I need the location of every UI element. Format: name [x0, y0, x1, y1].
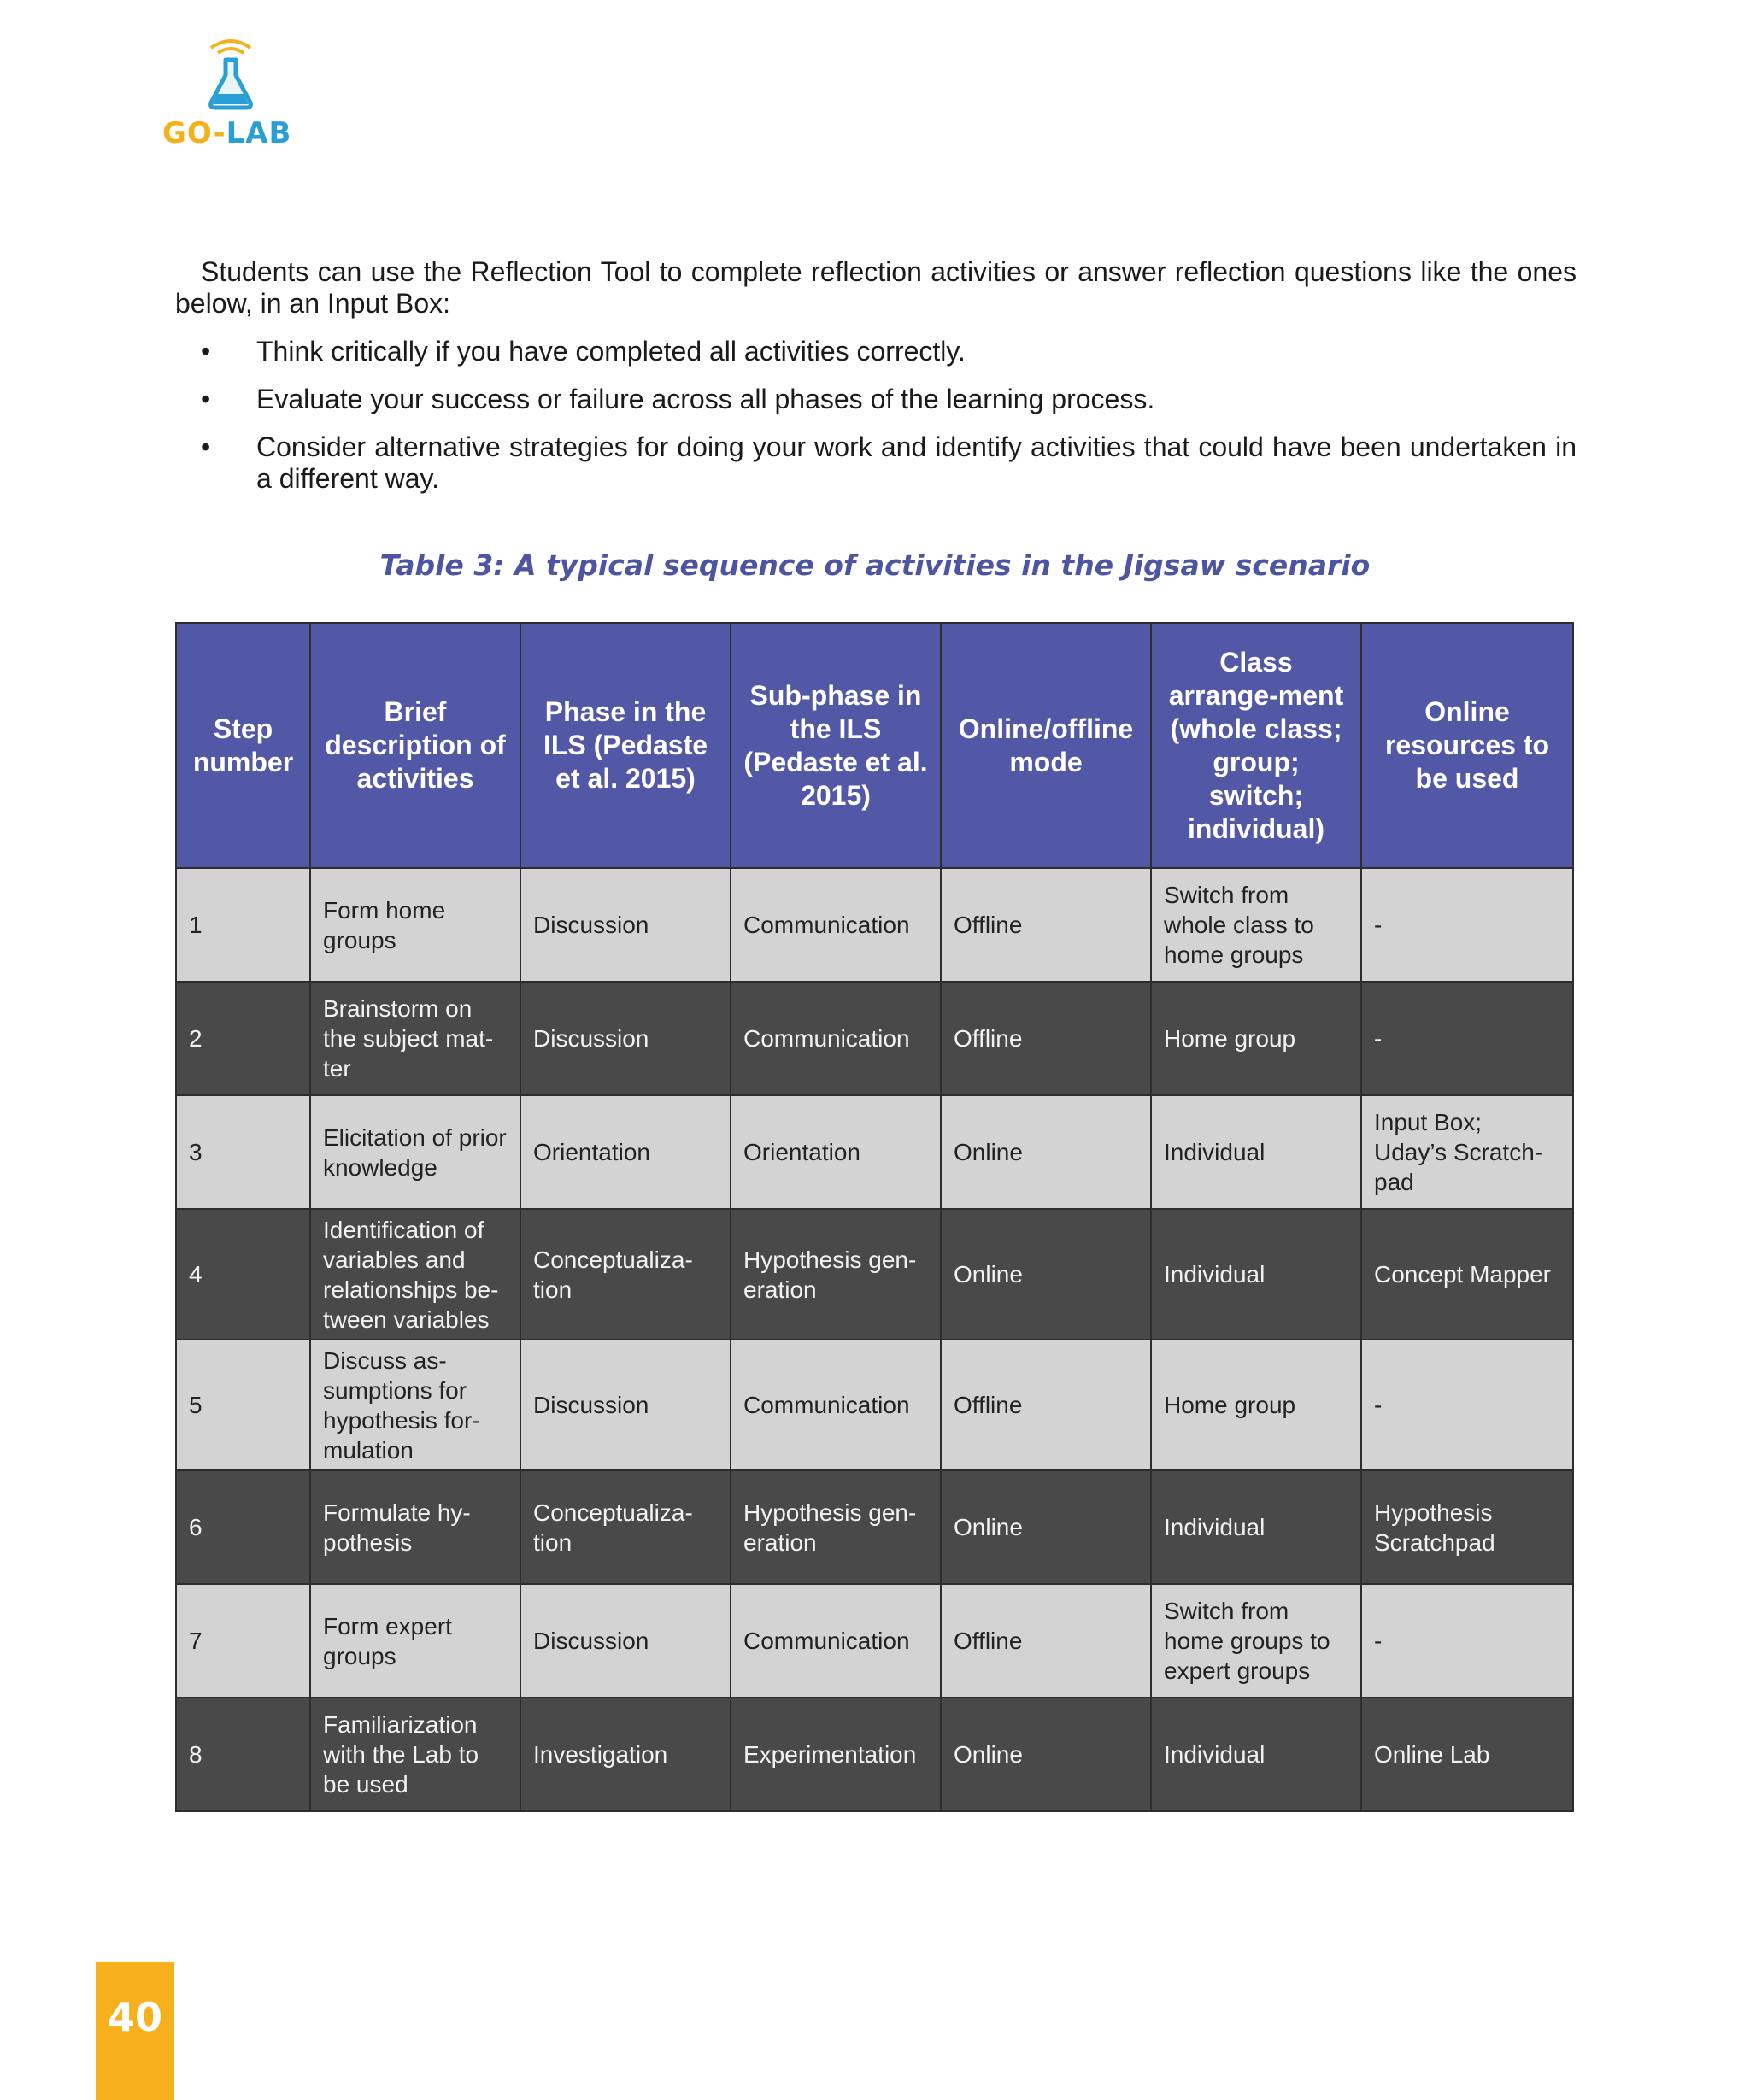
header-step-number: Step number	[176, 623, 310, 868]
cell-arrangement: Switch from whole class to home groups	[1151, 868, 1361, 982]
cell-arrangement: Individual	[1151, 1209, 1361, 1340]
cell-description: Elicitation of prior knowledge	[310, 1095, 520, 1209]
table-header-row	[176, 623, 1573, 868]
cell-resources: -	[1361, 1340, 1573, 1470]
cell-phase: Discussion	[520, 868, 731, 982]
table-row	[176, 1095, 1573, 1209]
cell-phase: Discussion	[520, 982, 731, 1095]
cell-mode: Online	[941, 1470, 1151, 1584]
cell-step: 4	[176, 1209, 310, 1340]
cell-arrangement: Home group	[1151, 982, 1361, 1095]
cell-arrangement: Switch from home groups to expert groups	[1151, 1584, 1361, 1698]
cell-description: Form expert groups	[310, 1584, 520, 1698]
cell-step: 1	[176, 868, 310, 982]
cell-description: Discuss as-sumptions for hypothesis for-mulation	[310, 1340, 520, 1470]
cell-mode: Offline	[941, 982, 1151, 1095]
cell-description: Familiarization with the Lab to be used	[310, 1698, 520, 1811]
header-phase: Phase in the ILS (Pedaste et al. 2015)	[520, 623, 731, 868]
intro-text	[175, 256, 1577, 495]
cell-resources: Hypothesis Scratchpad	[1361, 1470, 1573, 1584]
cell-mode: Offline	[941, 1584, 1151, 1698]
cell-phase: Discussion	[520, 1584, 731, 1698]
cell-sub-phase: Communication	[731, 1340, 941, 1470]
cell-description: Brainstorm on the subject mat-ter	[310, 982, 520, 1095]
go-lab-logo	[154, 32, 308, 161]
cell-phase: Investigation	[520, 1698, 731, 1811]
page-number: 40	[96, 1962, 174, 2100]
reflection-questions-list	[175, 336, 1577, 495]
logo-text: GO-LAB	[162, 116, 292, 150]
cell-sub-phase: Communication	[731, 868, 941, 982]
cell-resources: Concept Mapper	[1361, 1209, 1573, 1340]
cell-sub-phase: Hypothesis gen-eration	[731, 1470, 941, 1584]
header-online-resources: Online resources to be used	[1361, 623, 1573, 868]
cell-arrangement: Individual	[1151, 1470, 1361, 1584]
flask-icon	[192, 32, 269, 114]
intro-paragraph: Students can use the Reflection Tool to complete reflection activities or answer reflection questions like the ones below, in an Input Box:	[175, 256, 1577, 319]
header-sub-phase: Sub-phase in the ILS (Pedaste et al. 2015)	[731, 623, 941, 868]
cell-resources: -	[1361, 868, 1573, 982]
table-row	[176, 1698, 1573, 1811]
cell-phase: Discussion	[520, 1340, 731, 1470]
cell-phase: Orientation	[520, 1095, 731, 1209]
cell-phase: Conceptualiza-tion	[520, 1470, 731, 1584]
cell-step: 2	[176, 982, 310, 1095]
cell-mode: Offline	[941, 868, 1151, 982]
cell-sub-phase: Communication	[731, 1584, 941, 1698]
table-row	[176, 982, 1573, 1095]
cell-mode: Online	[941, 1095, 1151, 1209]
header-description: Brief description of activities	[310, 623, 520, 868]
activities-table	[175, 622, 1574, 1812]
cell-description: Formulate hy-pothesis	[310, 1470, 520, 1584]
table-row	[176, 1584, 1573, 1698]
table-caption: Table 3: A typical sequence of activities in the Jigsaw scenario	[379, 548, 1371, 582]
cell-arrangement: Individual	[1151, 1698, 1361, 1811]
bullet-item: • Evaluate your success or failure across all phases of the learning process.	[175, 384, 1577, 415]
cell-step: 3	[176, 1095, 310, 1209]
bullet-item: • Think critically if you have completed all activities correctly.	[175, 336, 1577, 367]
cell-step: 8	[176, 1698, 310, 1811]
header-mode: Online/offline mode	[941, 623, 1151, 868]
cell-sub-phase: Communication	[731, 982, 941, 1095]
cell-resources: Input Box; Uday’s Scratch-pad	[1361, 1095, 1573, 1209]
cell-arrangement: Individual	[1151, 1095, 1361, 1209]
cell-mode: Offline	[941, 1340, 1151, 1470]
cell-description: Identification of variables and relationships be-tween variables	[310, 1209, 520, 1340]
cell-resources: -	[1361, 982, 1573, 1095]
header-class-arrangement: Class arrange-ment (whole class; group; switch; individual)	[1151, 623, 1361, 868]
cell-resources: Online Lab	[1361, 1698, 1573, 1811]
table-row	[176, 868, 1573, 982]
cell-step: 7	[176, 1584, 310, 1698]
cell-phase: Conceptualiza-tion	[520, 1209, 731, 1340]
table-row	[176, 1470, 1573, 1584]
cell-step: 5	[176, 1340, 310, 1470]
table-row	[176, 1340, 1573, 1470]
cell-description: Form home groups	[310, 868, 520, 982]
cell-sub-phase: Hypothesis gen-eration	[731, 1209, 941, 1340]
cell-mode: Online	[941, 1698, 1151, 1811]
cell-step: 6	[176, 1470, 310, 1584]
cell-sub-phase: Orientation	[731, 1095, 941, 1209]
table-row	[176, 1209, 1573, 1340]
cell-mode: Online	[941, 1209, 1151, 1340]
cell-resources: -	[1361, 1584, 1573, 1698]
cell-arrangement: Home group	[1151, 1340, 1361, 1470]
cell-sub-phase: Experimentation	[731, 1698, 941, 1811]
bullet-item: • Consider alternative strategies for doing your work and identify activities that could have been undertaken in a different way.	[175, 431, 1577, 495]
